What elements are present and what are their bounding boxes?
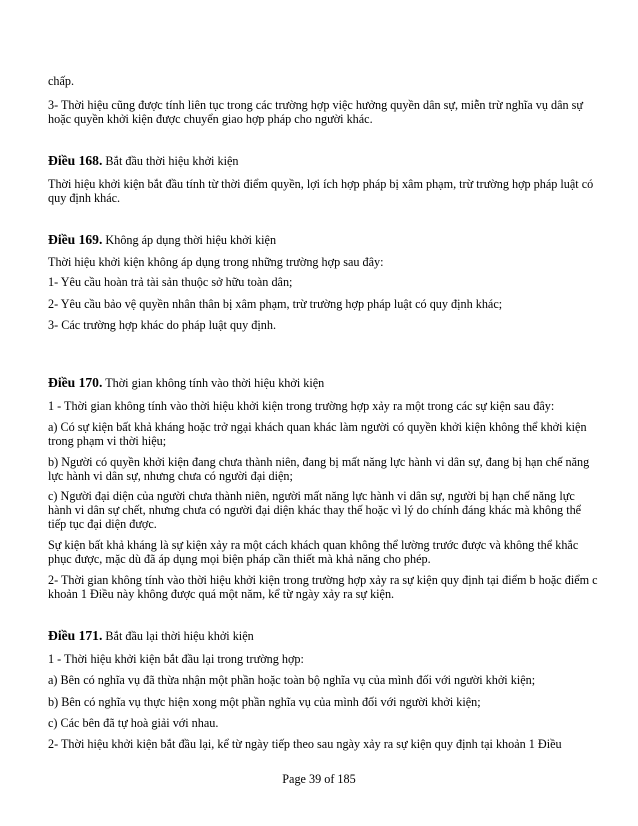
list-item: a) Bên có nghĩa vụ đã thừa nhận một phần hoặc toàn bộ nghĩa vụ của mình đối với người khởi kiện; bbox=[48, 673, 536, 687]
article-title: Bắt đầu thời hiệu khởi kiện bbox=[102, 154, 239, 168]
list-item: 2- Yêu cầu bảo vệ quyền nhân thân bị xâm phạm, trừ trường hợp pháp luật có quy định khác; bbox=[48, 297, 503, 311]
article-title: Thời gian không tính vào thời hiệu khởi kiện bbox=[102, 376, 325, 390]
list-item: 1- Yêu cầu hoàn trả tài sản thuộc sở hữu toàn dân; bbox=[48, 275, 293, 289]
list-item: c) Người đại diện của người chưa thành niên, người mất năng lực hành vi dân sự, người bị hạn chế năng lực hành vi dân sự chết, nhưng chưa có người đại diện khác thay thế hoặc vì lý do chính đáng khác mà không thể tiếp tục đại diện được. bbox=[48, 489, 582, 531]
paragraph: 2- Thời hiệu khởi kiện bắt đầu lại, kể từ ngày tiếp theo sau ngày xảy ra sự kiện quy định tại khoản 1 Điều bbox=[48, 737, 562, 751]
article-heading-170 bbox=[48, 376, 598, 390]
list-item: b) Người có quyền khởi kiện đang chưa thành niên, đang bị mất năng lực hành vi dân sự, đang bị hạn chế năng lực hành vi dân sự, nhưng chưa có người đại diện; bbox=[48, 455, 590, 483]
article-number: Điều 171. bbox=[48, 628, 103, 643]
list-item: a) Có sự kiện bất khả kháng hoặc trở ngại khách quan khác làm người có quyền khởi kiện không thể khởi kiện trong phạm vi thời hiệu; bbox=[48, 420, 587, 448]
article-heading-168 bbox=[48, 154, 598, 168]
article-heading-169 bbox=[48, 233, 598, 247]
list-item: c) Các bên đã tự hoà giải với nhau. bbox=[48, 716, 219, 730]
article-number: Điều 168. bbox=[48, 153, 103, 168]
paragraph: 1 - Thời gian không tính vào thời hiệu khởi kiện trong trường hợp xảy ra một trong các sự kiện sau đây: bbox=[48, 399, 555, 413]
page-number-footer: Page 39 of 185 bbox=[282, 772, 356, 786]
paragraph: 2- Thời gian không tính vào thời hiệu khởi kiện trong trường hợp xảy ra sự kiện quy định tại điểm b hoặc điểm c khoản 1 Điều này không được quá một năm, kể từ ngày xảy ra sự kiện. bbox=[48, 573, 598, 601]
article-number: Điều 170. bbox=[48, 375, 103, 390]
paragraph: Sự kiện bất khả kháng là sự kiện xảy ra một cách khách quan không thể lường trước được và không thể khắc phục được, mặc dù đã áp dụng mọi biện pháp cần thiết mà khả năng cho phép. bbox=[48, 538, 579, 566]
paragraph: Thời hiệu khởi kiện bắt đầu tính từ thời điểm quyền, lợi ích hợp pháp bị xâm phạm, trừ trường hợp pháp luật có quy định khác. bbox=[48, 177, 594, 205]
paragraph: Thời hiệu khởi kiện không áp dụng trong những trường hợp sau đây: bbox=[48, 255, 384, 269]
list-item: b) Bên có nghĩa vụ thực hiện xong một phần nghĩa vụ của mình đối với người khởi kiện; bbox=[48, 695, 481, 709]
paragraph-continuation: chấp. bbox=[48, 74, 75, 88]
article-title: Không áp dụng thời hiệu khởi kiện bbox=[102, 233, 277, 247]
article-title: Bắt đầu lại thời hiệu khởi kiện bbox=[102, 629, 254, 643]
paragraph: 1 - Thời hiệu khởi kiện bắt đầu lại trong trường hợp: bbox=[48, 652, 304, 666]
paragraph: 3- Thời hiệu cũng được tính liên tục trong các trường hợp việc hưởng quyền dân sự, miễn trừ nghĩa vụ dân sự hoặc quyền khởi kiện được chuyển giao hợp pháp cho người khác. bbox=[48, 98, 583, 126]
list-item: 3- Các trường hợp khác do pháp luật quy định. bbox=[48, 318, 276, 332]
article-number: Điều 169. bbox=[48, 232, 103, 247]
article-heading-171 bbox=[48, 629, 598, 643]
